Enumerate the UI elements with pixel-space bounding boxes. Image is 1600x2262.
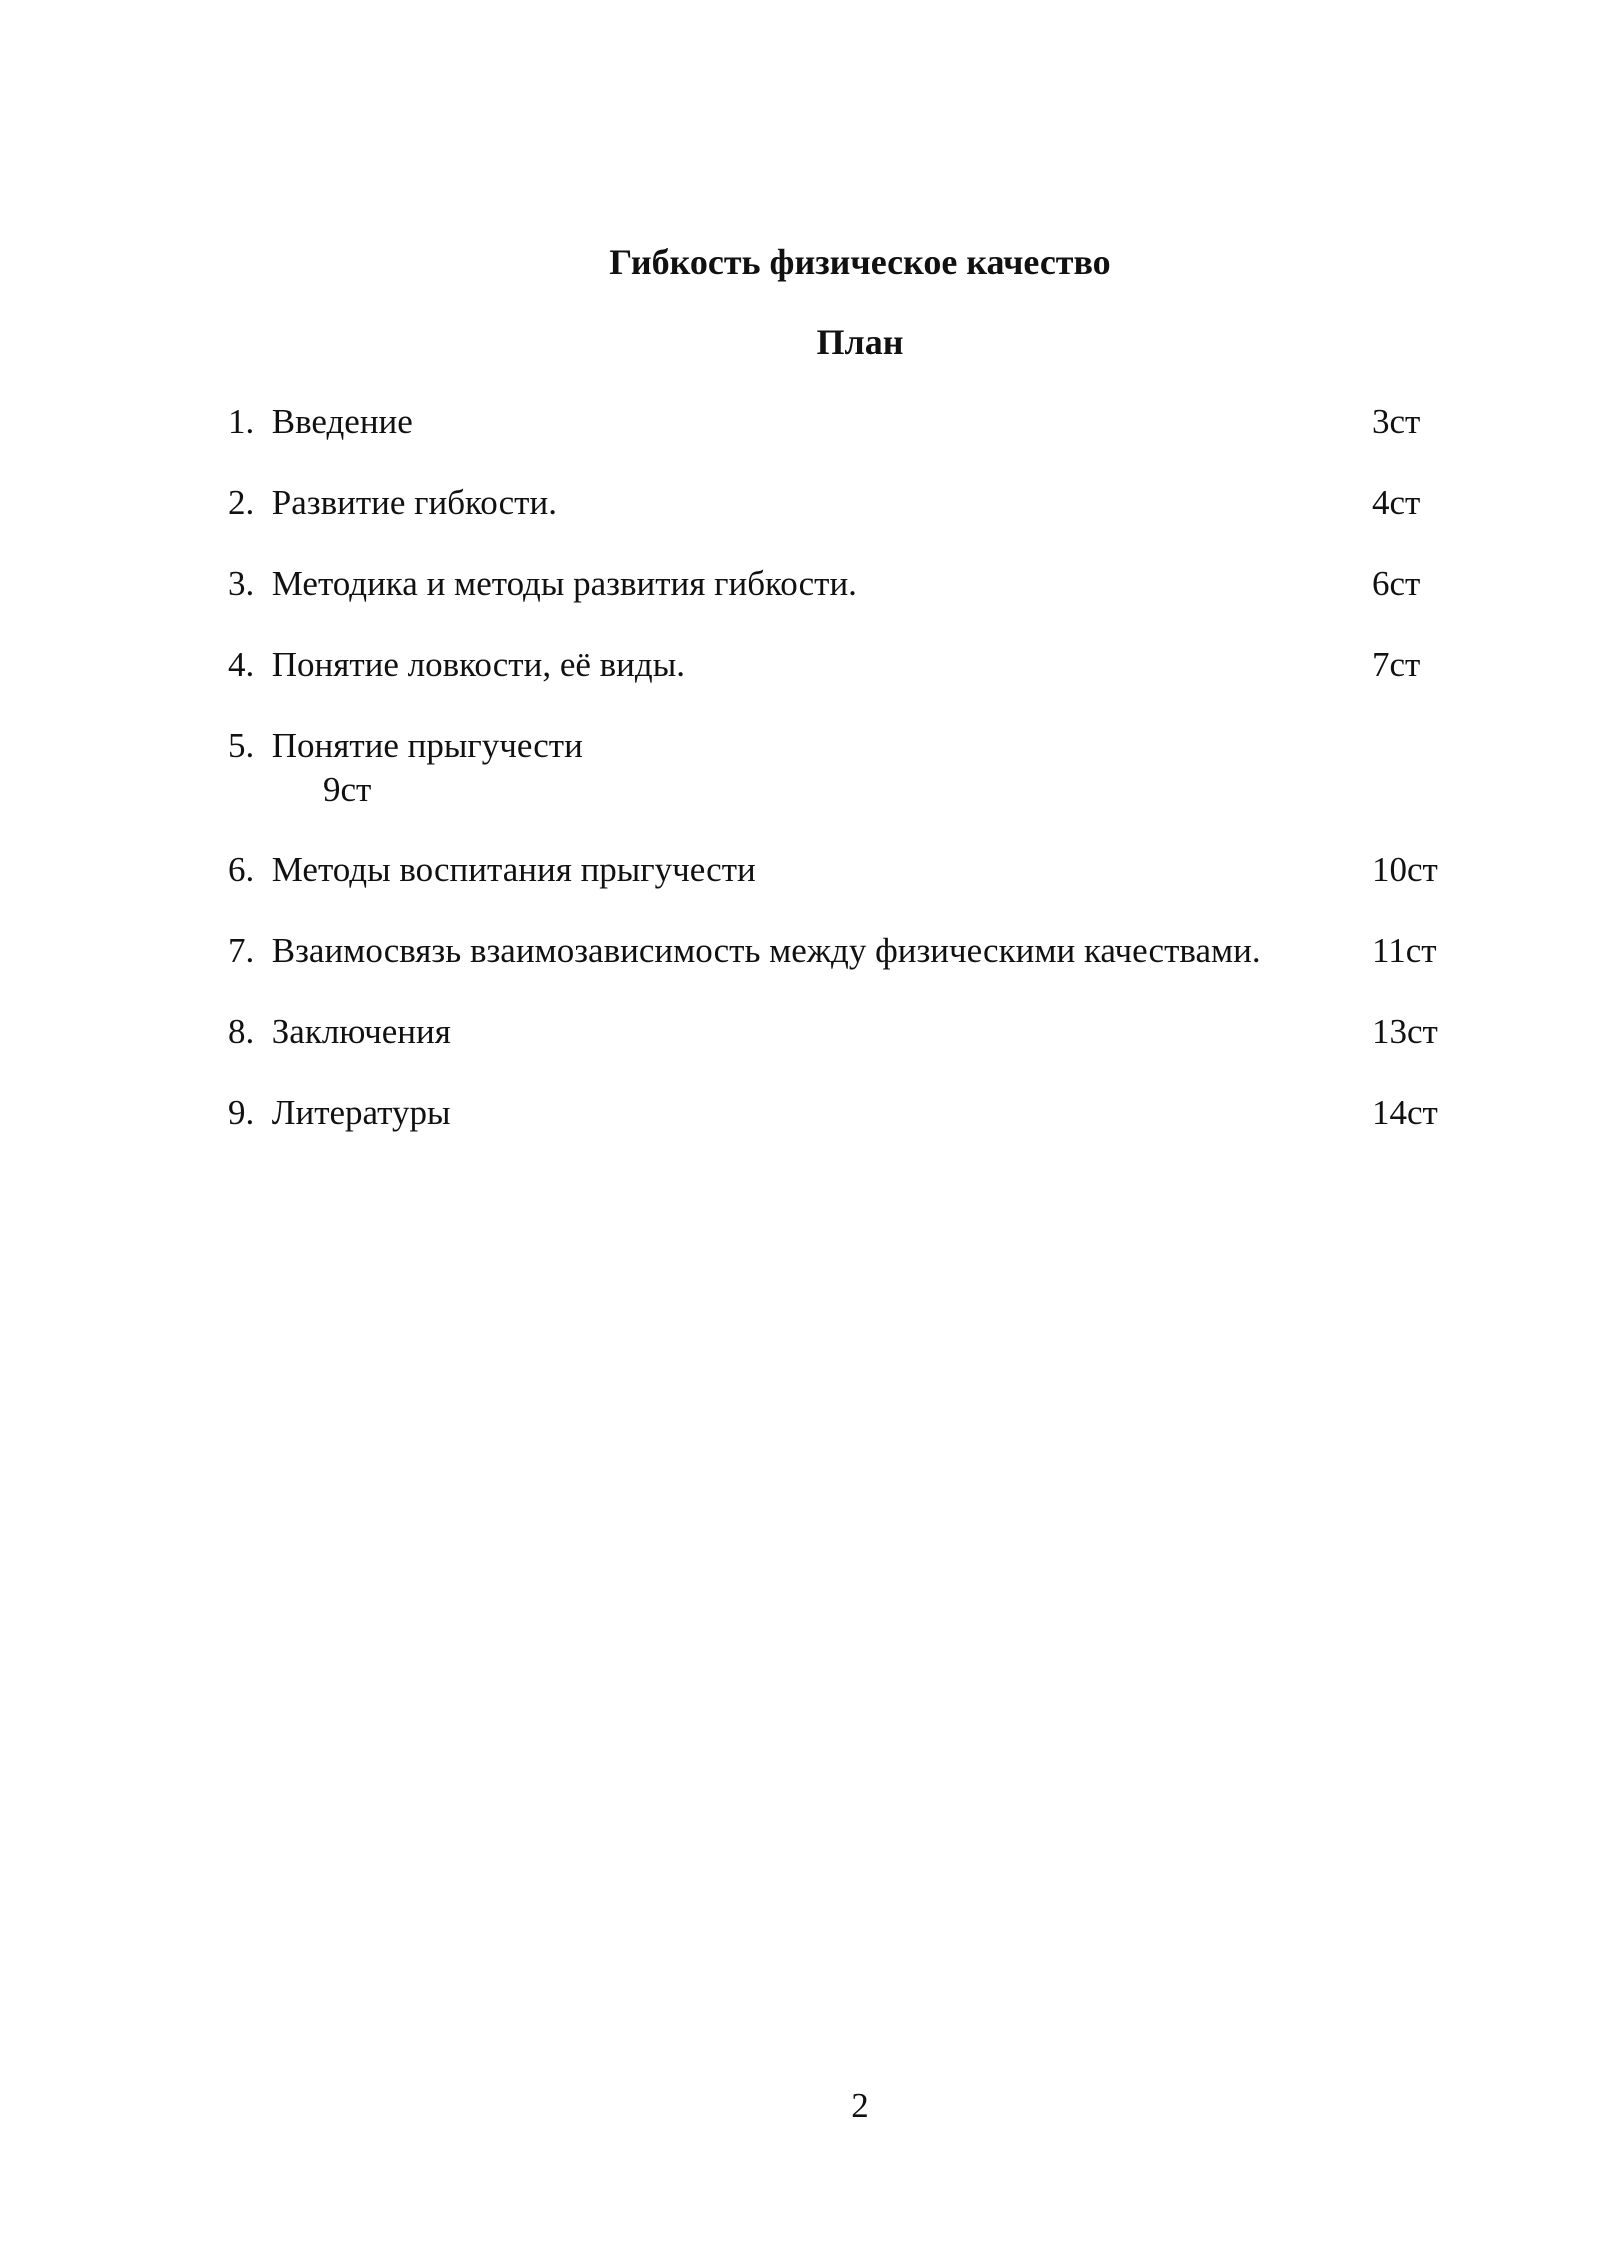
toc-item-page: 10ст	[1372, 850, 1438, 889]
toc-item-page: 3ст	[1372, 402, 1421, 441]
toc-item	[228, 929, 1478, 1010]
toc-item-text: Взаимосвязь взаимозависимость между физическими качествами.	[271, 931, 1261, 970]
table-of-contents	[228, 400, 1478, 1172]
toc-item-text: Заключения	[271, 1012, 451, 1051]
toc-item	[228, 1010, 1478, 1091]
toc-item-page: 4ст	[1372, 483, 1421, 522]
toc-item-number: 2.	[228, 483, 263, 522]
page-number: 2	[851, 2086, 869, 2125]
toc-item-text: Литературы	[271, 1093, 451, 1132]
toc-item-page: 11ст	[1372, 931, 1437, 970]
toc-item-number: 7.	[228, 931, 263, 970]
plan-heading: План	[816, 322, 904, 362]
toc-item	[228, 724, 1478, 848]
toc-item	[228, 848, 1478, 929]
toc-item-page: 7ст	[1372, 645, 1421, 684]
toc-item-page: 14ст	[1372, 1093, 1438, 1132]
toc-item-number: 1.	[228, 402, 263, 441]
toc-item-text: Понятие прыгучести	[271, 726, 583, 765]
toc-item-page: 6ст	[1372, 564, 1421, 603]
toc-item-number: 8.	[228, 1012, 263, 1051]
toc-item	[228, 562, 1478, 643]
toc-item	[228, 1091, 1478, 1172]
toc-item	[228, 481, 1478, 562]
toc-item-page: 13ст	[1372, 1012, 1438, 1051]
toc-item-text: Понятие ловкости, её виды.	[271, 645, 685, 684]
toc-item-number: 4.	[228, 645, 263, 684]
toc-item-page: 9ст	[323, 770, 372, 809]
toc-item-text: Развитие гибкости.	[271, 483, 557, 522]
toc-item-number: 6.	[228, 850, 263, 889]
document-title: Гибкость физическое качество	[609, 242, 1111, 282]
toc-item	[228, 400, 1478, 481]
toc-item-number: 3.	[228, 564, 263, 603]
toc-item-text: Методы воспитания прыгучести	[271, 850, 756, 889]
toc-item-text: Методика и методы развития гибкости.	[271, 564, 857, 603]
toc-item-text: Введение	[271, 402, 413, 441]
toc-item-number: 9.	[228, 1093, 263, 1132]
toc-item	[228, 643, 1478, 724]
toc-item-number: 5.	[228, 726, 263, 765]
